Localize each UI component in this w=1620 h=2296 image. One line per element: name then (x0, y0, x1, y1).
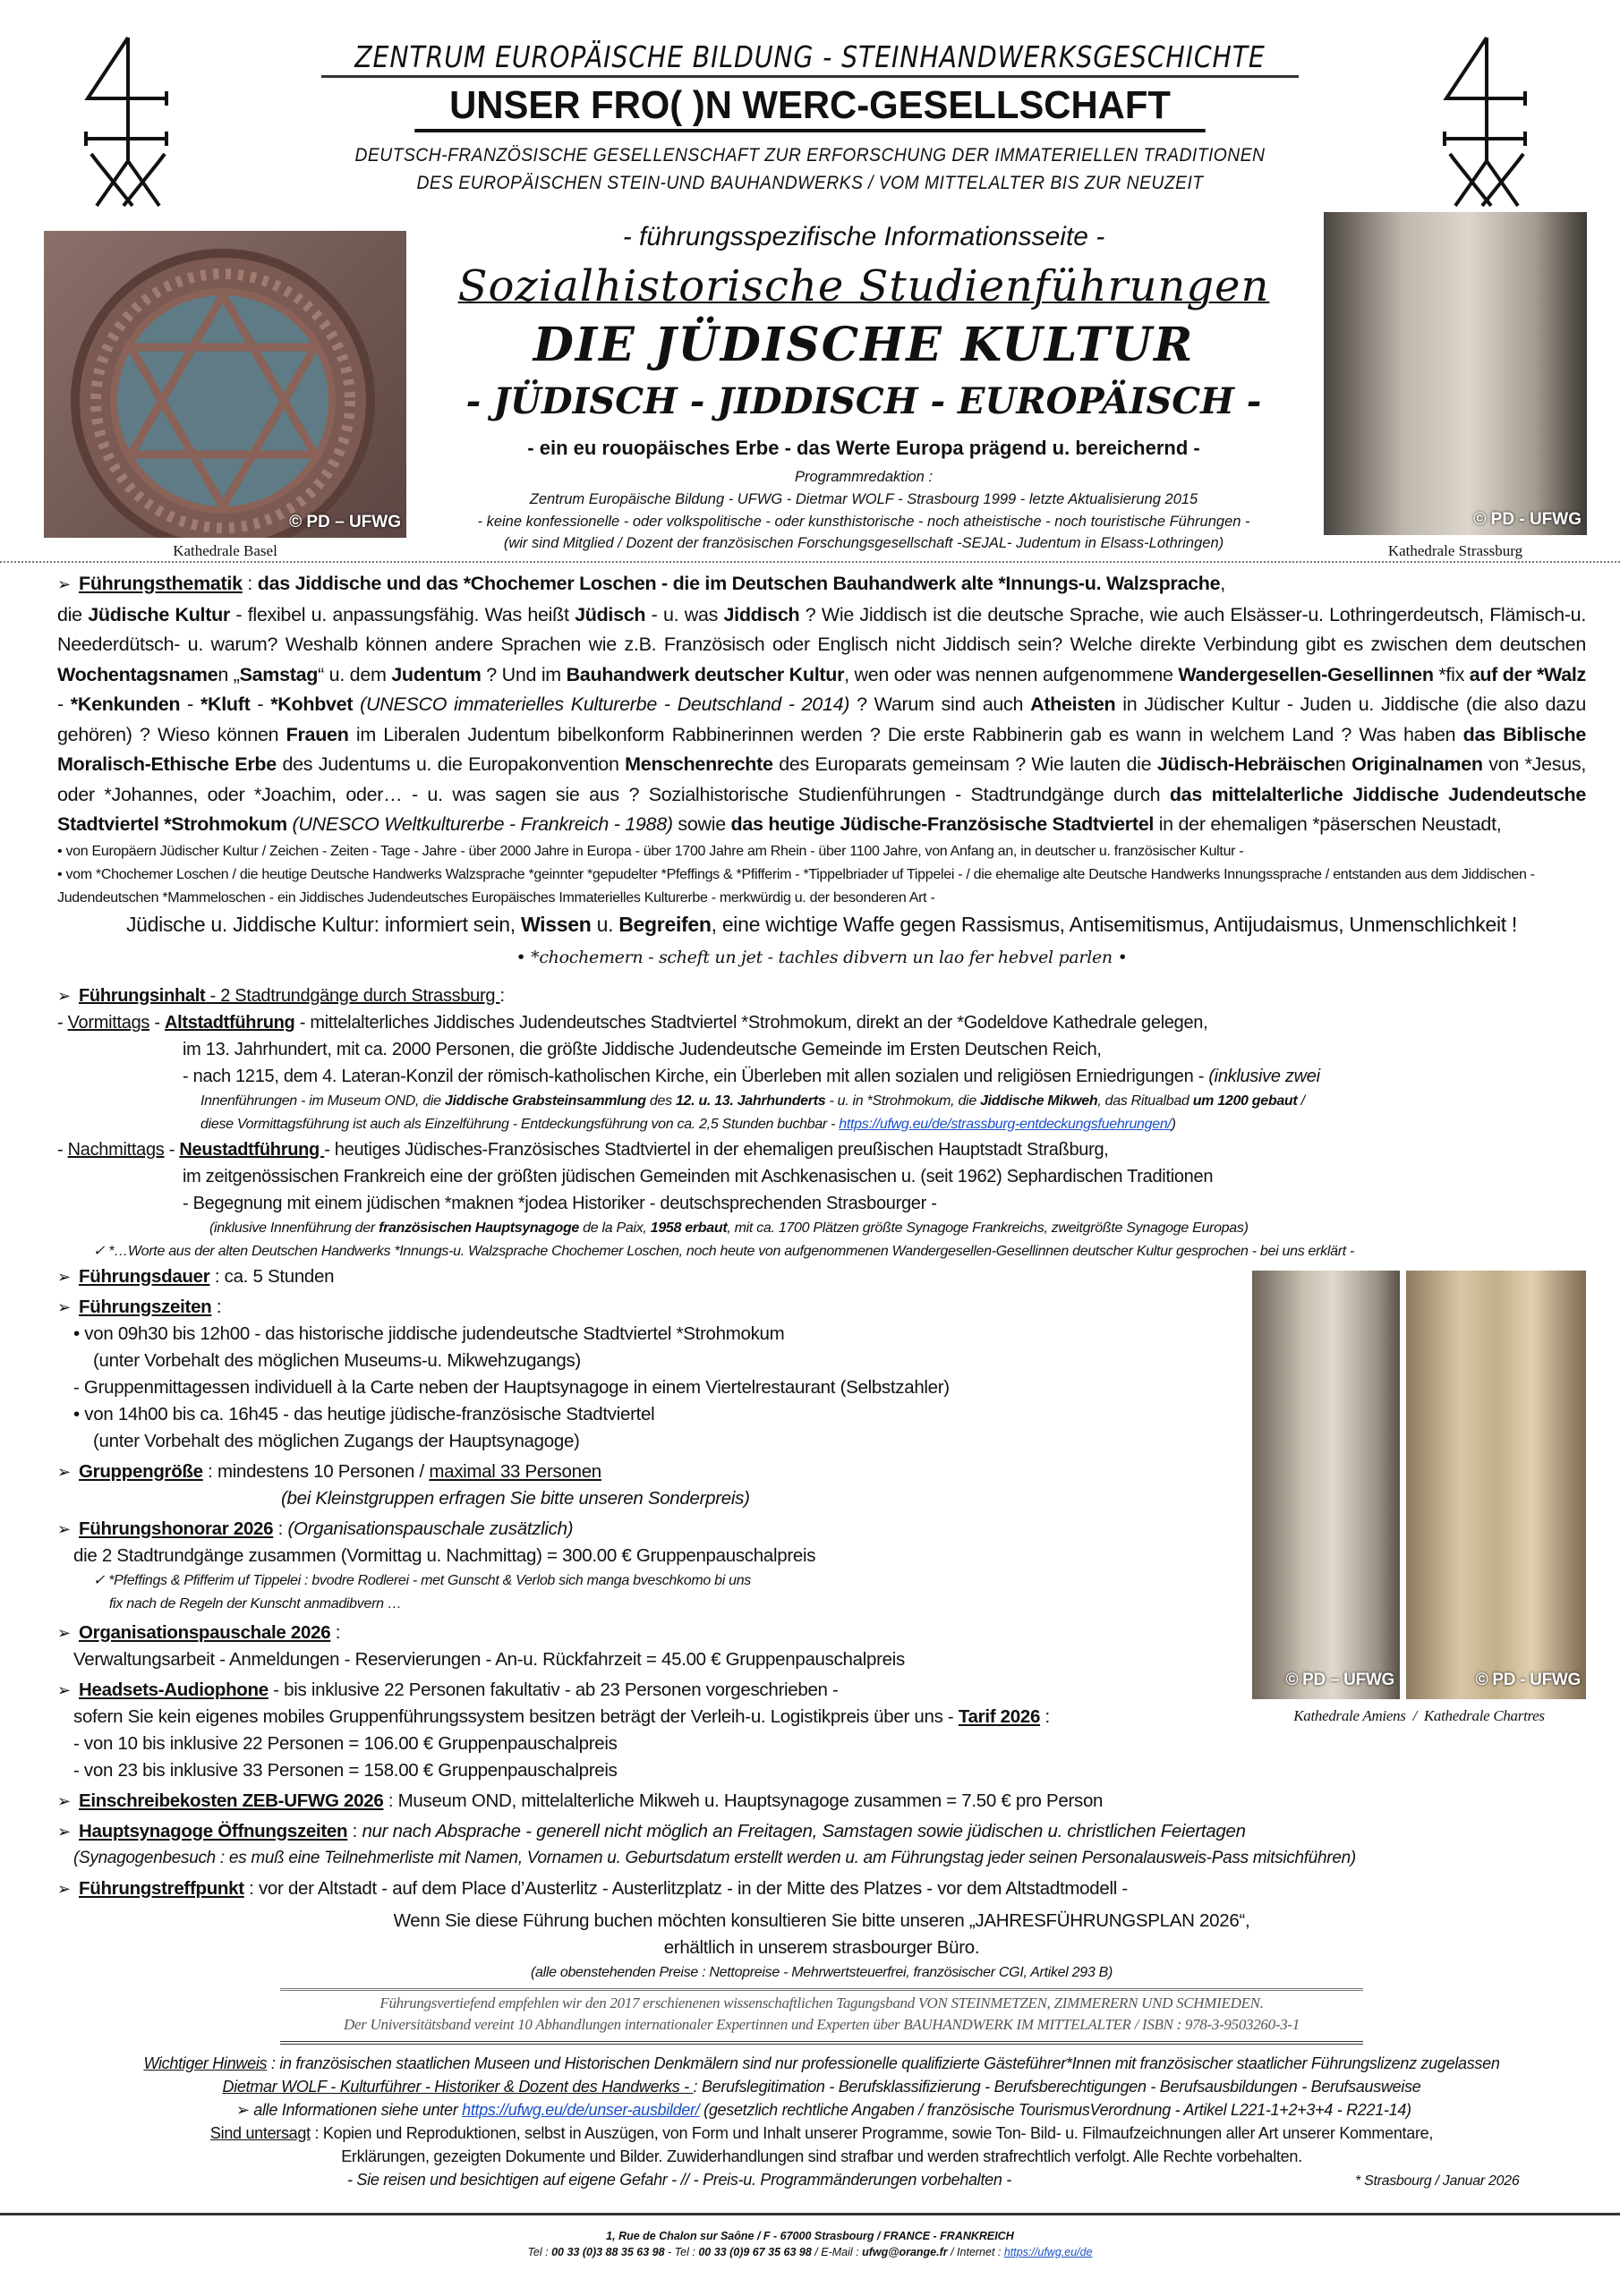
text-line (57, 1757, 1586, 1784)
text-segment: Neustadtführung (179, 1139, 325, 1160)
copyright-label: © PD - UFWG (1475, 1670, 1581, 1689)
text-segment: : ca. 5 Stunden (209, 1265, 335, 1287)
text-segment: , wen oder was nennen aufgenommene (844, 663, 1179, 685)
text-segment: Frauen (286, 723, 349, 745)
text-line (79, 1679, 839, 1700)
text-line (57, 2145, 1586, 2168)
text-segment: Originalnamen (1351, 753, 1483, 775)
text-segment: Wenn Sie diese Führung buchen möchten konsultieren Sie bitte unseren „JAHRESFÜHRUNGSPLAN 2026“, (393, 1909, 1250, 1931)
text-segment: : (273, 1518, 288, 1539)
text-segment: Jiddisch (723, 603, 800, 625)
text-segment: die 2 Stadtrundgänge zusammen (Vormittag u. Nachmittag) = 300.00 € Gruppenpauschalpreis (73, 1544, 816, 1566)
motto (57, 910, 1586, 940)
text-segment: Jüdische u. Jiddische Kultur: informiert sein, (125, 912, 521, 936)
text-segment: Führungsthematik (79, 573, 243, 594)
text-segment: französischen Hauptsynagoge (379, 1220, 580, 1236)
book-recommendation (280, 1988, 1363, 2045)
text-line (57, 2052, 1586, 2075)
text-segment: ? Warum sind auch (849, 693, 1031, 715)
text-segment: - (180, 693, 200, 715)
text-segment: : in französischen staatlichen Museen und Historischen Denkmälern sind nur professionelle qualifizierte Gästeführer*Innen mit französischer staatlicher Führungslizenz zugelassen (267, 2054, 1500, 2072)
text-segment: - (57, 693, 71, 715)
text-line (57, 2168, 1301, 2191)
arrow-bullet-icon: ➢ (57, 1791, 71, 1810)
text-segment: Jüdische Kultur (88, 603, 230, 625)
text-segment: • *chochemern - scheft un jet - tachles dibvern un lao fer hebvel parlen • (516, 948, 1128, 967)
text-segment: (Organisationspauschale zusätzlich) (287, 1518, 574, 1539)
text-line (57, 1190, 1586, 1217)
link[interactable]: https://ufwg.eu/de (1003, 2245, 1093, 2258)
chartres-caption: Kathedrale Chartres (1423, 1706, 1545, 1724)
text-segment: - u. was (645, 603, 724, 625)
text-segment: nur nach Absprache - generell nicht möglich an Freitagen, Samstagen sowie jüdischen u. christlichen Feiertagen (362, 1820, 1246, 1841)
membership-note: (wir sind Mitglied / Dozent der französischen Forschungsgesellschaft -SEJAL- Judentum in Elsass-Lothringen) (503, 535, 1224, 551)
arrow-bullet-icon: ➢ (57, 986, 71, 1005)
text-segment: (UNESCO immaterielles Kulturerbe - Deutschland - 2014) (360, 693, 850, 715)
text-segment: • vom *Chochemer Loschen / die heutige Deutsche Handwerks Walzsprache *geinnter *gepudelter *Pfeffings & *Pfifferim - *Tippelbriader uf Tippelei - / die ehemalige alte Deutsche Handwerks Innungssprache / entstanden aus dem Jiddischen - Judendeutschen *Mammeloschen - ein Jiddisches Judendeutsches Europäisches Immaterielles Kulturerbe - merkwürdig u. der besonderen Art - (57, 866, 1535, 906)
text-segment: ? Und im (481, 663, 567, 685)
text-line (79, 1518, 573, 1539)
text-segment: 00 33 (0)3 88 35 63 98 (551, 2245, 665, 2258)
arrow-bullet-icon: ➢ (235, 2100, 250, 2119)
text-segment: des Judentums u. die Europakonvention (276, 753, 626, 775)
text-segment: Tel : (527, 2245, 552, 2258)
text-segment: Organisationspauschale 2026 (79, 1621, 331, 1643)
arrow-bullet-icon: ➢ (57, 1879, 71, 1898)
footer-contact (0, 2244, 1620, 2260)
thematik-heading (57, 569, 1586, 600)
society-subtitle: DEUTSCH-FRANZÖSISCHE GESELLENSCHAFT ZUR ERFORSCHUNG DER IMMATERIELLEN TRADITIONEN (354, 145, 1266, 166)
text-segment: Bauhandwerk deutscher Kultur (566, 663, 845, 685)
text-segment: ✓ *Pfeffings & Pfifferim uf Tippelei : bvodre Rodlerei - met Gunscht & Verlob sich manga bveschkomo bi uns (93, 1572, 751, 1588)
text-segment: alle Informationen siehe unter (253, 2100, 463, 2119)
text-segment: ) (1171, 1116, 1176, 1132)
text-segment: *Kluft (200, 693, 251, 715)
text-segment: Einschreibekosten ZEB-UFWG 2026 (79, 1790, 384, 1811)
text-segment: : (211, 1296, 222, 1317)
amiens-statue-photo (1252, 1271, 1400, 1699)
text-segment: n (1334, 753, 1352, 775)
text-segment: - (57, 1012, 68, 1033)
text-line (57, 1063, 1586, 1090)
text-line (79, 1461, 601, 1482)
text-line (79, 1790, 1103, 1811)
text-segment: Jüdisch-Hebräische (1156, 753, 1335, 775)
text-segment: / Internet : (947, 2245, 1004, 2258)
text-segment: , eine wichtige Waffe gegen Rassismus, Antisemitismus, Antijudaismus, Unmenschlichkeit ! (711, 912, 1518, 936)
text-segment: in Jüdischer Kultur - Juden u. Jiddische (die also dazu gehören) ? Wieso können (57, 693, 1586, 745)
text-segment: - (149, 1012, 165, 1033)
text-segment: - mittelalterliches Jiddisches Judendeutsches Stadtviertel *Strohmokum, direkt an der *Godeldove Kathedrale gelegen, (294, 1012, 1208, 1033)
text-segment: : Berufslegitimation - Berufsklassifizierung - Berufsberechtigungen - Berufsausbildungen - Berufsausweise (693, 2077, 1421, 2096)
text-segment: auf der *Walz (1469, 663, 1586, 685)
arrow-bullet-icon: ➢ (57, 1822, 71, 1841)
arrow-bullet-icon: ➢ (57, 1680, 71, 1699)
text-segment: Jiddische Mikweh (980, 1093, 1098, 1109)
text-segment: (inklusive zwei (1208, 1066, 1320, 1086)
link[interactable]: https://ufwg.eu/de/strassburg-entdeckungsfuehrungen/ (839, 1116, 1172, 1132)
text-segment: • von 14h00 bis ca. 16h45 - das heutige jüdische-französische Stadtviertel (73, 1403, 655, 1424)
text-segment: - von 23 bis inklusive 33 Personen = 158.00 € Gruppenpauschalpreis (73, 1759, 618, 1781)
text-line (79, 1878, 1128, 1899)
text-segment: Verwaltungsarbeit - Anmeldungen - Reservierungen - An-u. Rückfahrzeit = 45.00 € Gruppenpauschalpreis (73, 1648, 905, 1670)
text-segment: *fix (1433, 663, 1470, 685)
text-segment: : Kopien und Reproduktionen, selbst in Auszügen, von Form und Inhalt unserer Programme, sowie Ton- Bild- u. Filmaufzeichnungen aller Art unserer Kommentare, (310, 2123, 1434, 2142)
arrow-bullet-icon: ➢ (57, 1623, 71, 1642)
text-segment: , das Ritualbad (1097, 1093, 1193, 1109)
text-segment: Altstadtführung (164, 1012, 295, 1033)
text-segment: (Synagogenbesuch : es muß eine Teilnehmerliste mit Namen, Vornamen u. Geburtsdatum erstellt werden u. am Führungstag jeder seinen Personalausweis-Pass mitsichführen) (73, 1848, 1356, 1867)
text-segment: de la Paix, (579, 1220, 651, 1236)
details-section (57, 1263, 1586, 1961)
slogan: - JÜDISCH - JIDDISCH - EUROPÄISCH - (465, 380, 1262, 422)
bullet-line (57, 863, 1586, 910)
text-segment: sofern Sie kein eigenes mobiles Gruppenführungssystem besitzen beträgt der Verleih-u. Logistikpreis über uns - (73, 1705, 959, 1727)
society-subtitle: DES EUROPÄISCHEN STEIN-UND BAUHANDWERKS / VOM MITTELALTER BIS ZUR NEUZEIT (416, 173, 1204, 193)
footer-divider (0, 2213, 1620, 2215)
arrow-bullet-icon: ➢ (57, 1297, 71, 1316)
text-segment: (UNESCO Weltkulturerbe - Frankreich - 1988) (292, 813, 673, 835)
text-segment: Sind untersagt (209, 2123, 311, 2142)
text-segment: Dietmar WOLF - Kulturführer - Historiker & Dozent des Handwerks - (222, 2077, 694, 2096)
main-title: DIE JÜDISCHE KULTUR (533, 318, 1195, 372)
text-segment: im 13. Jahrhundert, mit ca. 2000 Personen, die größte Jiddische Judendeutsche Gemeinde im Ersten Deutschen Reich, (183, 1039, 1102, 1059)
text-segment: im zeitgenössischen Frankreich eine der größten jüdischen Gemeinden mit Aschkenasischen u. (seit 1962) Sephardischen Traditionen (183, 1166, 1214, 1186)
text-line (57, 1217, 1586, 1240)
text-segment: / (1297, 1093, 1305, 1109)
disclaimer: - keine konfessionelle - oder volkspolitische - oder kunsthistorische - noch atheistische - noch touristische Führungen - (477, 514, 1250, 530)
text-segment: Jüdisch (575, 603, 646, 625)
text-segment (353, 693, 360, 715)
caption-separator: / (1412, 1706, 1417, 1724)
text-segment: / E-Mail : (811, 2245, 863, 2258)
text-segment: - Begegnung mit einem jüdischen *maknen *jodea Historiker - deutschsprechenden Strasbourger - (183, 1193, 937, 1213)
text-segment: - bis inklusive 22 Personen fakultativ - ab 23 Personen vorgeschrieben - (268, 1679, 839, 1700)
text-segment: , mit ca. 1700 Plätzen größte Synagoge Frankreichs, zweitgrößte Synagoge Europas) (727, 1220, 1249, 1236)
text-segment: diese Vormittagsführung ist auch als Einzelführung - Entdeckungsführung von ca. 2,5 Stunden buchbar - (200, 1116, 840, 1132)
text-segment: Vormittags (67, 1012, 150, 1033)
thematik-paragraph (57, 600, 1586, 840)
text-segment: Headsets-Audiophone (79, 1679, 269, 1700)
chartres-statue-photo (1406, 1271, 1586, 1699)
text-segment: maximal 33 Personen (429, 1460, 601, 1482)
inhalt-section (57, 982, 1586, 1263)
text-line (57, 1731, 1586, 1757)
text-segment: Innenführungen - im Museum OND, die (200, 1093, 445, 1109)
copyright-label: © PD – UFWG (1285, 1670, 1394, 1689)
text-segment: *Kohbvet (270, 693, 354, 715)
text-segment: - 2 Stadtrundgänge durch Strassburg (205, 985, 500, 1006)
text-segment: - von 10 bis inklusive 22 Personen = 106.00 € Gruppenpauschalpreis (73, 1732, 618, 1754)
text-segment: (gesetzlich rechtliche Angaben / französische TourismusVerordnung - Artikel L221-1+2+3+4 - R221-14) (699, 2100, 1411, 2119)
text-segment: in der ehemaligen *päserschen Neustadt, (1154, 813, 1502, 835)
text-segment: : mindestens 10 Personen / (202, 1460, 430, 1482)
text-segment: • von 09h30 bis 12h00 - das historische jiddische judendeutsche Stadtviertel *Strohmokum (73, 1322, 785, 1344)
arrow-bullet-icon: ➢ (57, 575, 71, 593)
text-segment: ufwg@orange.fr (862, 2245, 948, 2258)
text-line (79, 1622, 340, 1643)
text-segment: Führungsinhalt (79, 985, 206, 1006)
text-segment: 00 33 (0)9 67 35 63 98 (698, 2245, 812, 2258)
text-segment: - nach 1215, dem 4. Lateran-Konzil der römisch-katholischen Kirche, ein Überleben mit allen sozialen und religiösen Erniedrigungen - (183, 1066, 1209, 1086)
copyright-label: © PD - UFWG (1473, 510, 1582, 529)
text-segment: : (330, 1621, 341, 1643)
text-segment: - heutiges Jüdisches-Französisches Stadtviertel in der ehemaligen preußischen Hauptstadt Straßburg, (324, 1139, 1109, 1160)
text-segment: - Sie reisen und besichtigen auf eigene Gefahr - // - Preis-u. Programmänderungen vorbehalten - (347, 2170, 1011, 2189)
text-line (57, 1163, 1586, 1190)
arrow-bullet-icon: ➢ (57, 1462, 71, 1481)
society-name: UNSER FRO( )N WERC-GESELLSCHAFT (414, 82, 1206, 132)
footer (0, 2213, 1620, 2296)
bullet-line (57, 840, 1586, 863)
text-segment: n „ (217, 663, 240, 685)
legal-section (57, 2052, 1586, 2193)
text-line (57, 1036, 1586, 1063)
tagline: - ein eu rouopäisches Erbe - das Werte Europa prägend u. bereichernd - (527, 437, 1200, 459)
text-segment: das Jiddische und das *Chochemer Loschen - die im Deutschen Bauhandwerk alte *Innungs-u. Walzsprache (257, 573, 1221, 594)
text-segment: - u. in *Strohmokum, die (825, 1093, 981, 1109)
text-segment: Judentum (391, 663, 482, 685)
text-segment: Führungstreffpunkt (79, 1877, 244, 1899)
text-line (57, 1090, 1586, 1113)
text-segment: (inklusive Innenführung der (209, 1220, 379, 1236)
text-segment: : (242, 573, 258, 594)
text-segment: die (57, 603, 89, 625)
text-segment: Atheisten (1030, 693, 1116, 715)
text-segment: • von Europäern Jüdischer Kultur / Zeichen - Zeiten - Tage - Jahre - über 2000 Jahre in Europa - über 1700 Jahre am Rhein - über 1100 Jahre, von Anfang an, in deutscher u. französischer Kultur - (57, 843, 1244, 859)
copyright-label: © PD – UFWG (289, 513, 401, 531)
link[interactable]: https://ufwg.eu/de/unser-ausbilder/ (462, 2100, 700, 2119)
text-segment: Tarif 2026 (958, 1705, 1041, 1727)
text-line (253, 2101, 1411, 2119)
text-segment: fix nach de Regeln der Kunscht anmadibvern … (109, 1595, 402, 1611)
text-segment: , (1220, 573, 1225, 594)
redaktion-text: Zentrum Europäische Bildung - UFWG - Dietmar WOLF - Strasbourg 1999 - letzte Aktualisierung 2015 (529, 491, 1198, 507)
text-segment: Führungsdauer (79, 1265, 210, 1287)
book-line: Der Universitätsband vereint 10 Abhandlungen internationaler Expertinnen und Experten über BAUHANDWERK IM MITTELALTER / ISBN : 978-3-9503260-3-1 (344, 2015, 1300, 2033)
text-segment: u. (591, 912, 619, 936)
redaktion-label: Programmredaktion : (794, 469, 934, 485)
text-segment: 1958 erbaut (650, 1220, 728, 1236)
text-segment: (bei Kleinstgruppen erfragen Sie bitte unseren Sonderpreis) (281, 1487, 750, 1509)
text-line (57, 1845, 1586, 1872)
text-segment: Hauptsynagoge Öffnungszeiten (79, 1820, 348, 1841)
text-segment: Wandergesellen-Gesellinnen (1178, 663, 1434, 685)
text-segment: 12. u. 13. Jahrhunderts (675, 1093, 826, 1109)
text-segment: das Biblische Moralisch-Ethische Erbe (57, 723, 1586, 775)
text-line (57, 2122, 1586, 2145)
text-line (57, 1908, 1586, 1935)
text-segment: erhältlich in unserem strasbourger Büro. (663, 1936, 980, 1958)
book-line: Führungsvertiefend empfehlen wir den 2017 erschienenen wissenschaftlichen Tagungsband VON STEINMETZEN, ZIMMERERN UND SCHMIEDEN. (379, 1994, 1264, 2011)
basel-caption: Kathedrale Basel (173, 542, 277, 559)
text-segment: Nachmittags (67, 1139, 165, 1160)
text-segment: : Museum OND, mittelalterliche Mikweh u. Hauptsynagoge zusammen = 7.50 € pro Person (383, 1790, 1104, 1811)
series-title: Sozialhistorische Studienführungen (457, 261, 1270, 311)
text-segment: des (645, 1093, 676, 1109)
text-segment: - (250, 693, 271, 715)
text-line (57, 1240, 1586, 1263)
text-segment: um 1200 gebaut (1192, 1093, 1298, 1109)
text-line (57, 1935, 1586, 1961)
text-segment: Führungshonorar 2026 (79, 1518, 274, 1539)
text-segment: : (347, 1820, 362, 1841)
text-segment: des Europarats gemeinsam ? Wie lauten die (772, 753, 1157, 775)
text-line (79, 573, 1225, 594)
text-line (57, 1136, 1586, 1163)
text-segment: Jiddische Grabsteinsammlung (444, 1093, 646, 1109)
statues-figure (1252, 1271, 1586, 1730)
info-label: - führungsspezifische Informationsseite - (622, 222, 1105, 251)
statues-caption (1252, 1703, 1586, 1730)
text-segment: (unter Vorbehalt des möglichen Museums-u. Mikwehzugangs) (93, 1349, 581, 1371)
text-segment: von *Jesus, oder *Johannes, oder *Joachim, oder… - u. was sagen sie aus ? Sozialhistorische Studienführungen - Stadtrundgänge durch (57, 753, 1586, 805)
text-segment: - Gruppenmittagessen individuell à la Carte neben der Hauptsynagoge in einem Viertelrestaurant (Selbstzahler) (73, 1376, 950, 1398)
text-segment: Samstag (239, 663, 319, 685)
text-segment: : vor der Altstadt - auf dem Place d’Austerlitz - Austerlitzplatz - in der Mitte des Platzes - vor dem Altstadtmodell - (243, 1877, 1128, 1899)
text-segment: - Tel : (664, 2245, 699, 2258)
text-line (79, 1821, 1246, 1841)
text-segment: - (57, 1139, 68, 1160)
text-segment: Wichtiger Hinweis (143, 2054, 268, 2072)
text-segment: ✓ *…Worte aus der alten Deutschen Handwerks *Innungs-u. Walzsprache Chochemer Loschen, noch heute von aufgenommenen Wandergesellen-Gesellinnen deutscher Kultur gesprochen - bei uns erklärt - (93, 1243, 1355, 1259)
text-segment: Wissen (520, 912, 592, 936)
text-segment: *Kenkunden (70, 693, 181, 715)
script-line (57, 943, 1586, 974)
text-segment: : (499, 985, 505, 1006)
text-segment: Begreifen (618, 912, 712, 936)
text-segment: ? Wie Jiddisch ist die deutsche Sprache, wie auch Elsässer-u. Lothringerdeutsch, Flämisch-u. Neederdütsch- u. warum? Weshalb können andere Sprachen wie z.B. Französisch oder Englisch nicht Jiddisch sein? Welche direkte Verbindung gibt es zwischen dem deutschen (57, 603, 1587, 655)
text-segment: “ u. dem (318, 663, 392, 685)
text-segment: Menschenrechte (625, 753, 773, 775)
arrow-bullet-icon: ➢ (57, 1267, 71, 1286)
strassburg-caption: Kathedrale Strassburg (1387, 542, 1523, 559)
text-segment: sowie (672, 813, 731, 835)
text-segment: : (1040, 1705, 1050, 1727)
text-segment: - (164, 1139, 180, 1160)
text-line (57, 1113, 1586, 1136)
prices-note (57, 1961, 1586, 1985)
amiens-caption: Kathedrale Amiens (1293, 1706, 1406, 1724)
text-segment: - flexibel u. anpassungsfähig. Was heißt (229, 603, 576, 625)
text-segment: im Liberalen Judentum bibelkonform Rabbinerinnen werden ? Die erste Rabbinerin gab es wann in welchem Land ? Was haben (348, 723, 1463, 745)
text-line (57, 2075, 1586, 2098)
text-line (79, 1297, 221, 1317)
text-segment: das heutige Jüdische-Französische Stadtviertel (730, 813, 1155, 835)
text-line (79, 986, 505, 1006)
org-title: ZENTRUM EUROPÄISCHE BILDUNG - STEINHANDWERKSGESCHICHTE (321, 39, 1299, 78)
text-segment: (unter Vorbehalt des möglichen Zugangs der Hauptsynagoge) (93, 1430, 580, 1451)
text-segment: Erklärungen, gezeigten Dokumente und Bilder. Zuwiderhandlungen sind strafbar und werden strafrechtlich verfolgt. Alle Rechte vorbehalten. (341, 2147, 1302, 2165)
dauer (79, 1266, 334, 1287)
text-segment: (alle obenstehenden Preise : Nettopreise - Mehrwertsteuerfrei, französischer CGI, Artikel 293 B) (530, 1964, 1113, 1980)
date-place: * Strasbourg / Januar 2026 (1355, 2173, 1520, 2189)
arrow-bullet-icon: ➢ (57, 1519, 71, 1538)
text-segment: Führungszeiten (79, 1296, 212, 1317)
text-segment: Wochentagsname (57, 663, 218, 685)
document-body (57, 0, 1586, 2296)
text-segment: Gruppengröße (79, 1460, 203, 1482)
text-line (57, 1009, 1586, 1036)
text-segment: das mittelalterliche Jiddische Judendeutsche Stadtviertel *Strohmokum (57, 783, 1586, 835)
footer-address: 1, Rue de Chalon sur Saône / F - 67000 Strasbourg / FRANCE - FRANKREICH (606, 2229, 1014, 2242)
